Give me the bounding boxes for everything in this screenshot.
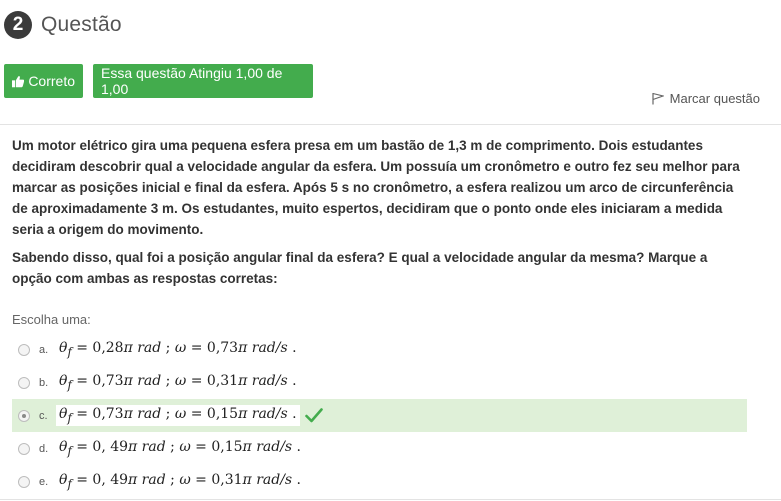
question-header xyxy=(4,11,122,39)
omega-value: 0,15 xyxy=(206,406,239,423)
theta-value: 0, 49 xyxy=(92,439,129,456)
answer-option-c[interactable] xyxy=(12,399,747,432)
answer-option-a[interactable] xyxy=(12,333,747,366)
answer-letter: d. xyxy=(39,442,49,455)
question-paragraph: Um motor elétrico gira uma pequena esfera presa em um bastão de 1,3 m de comprimento. Dois estudantes decidiram descobrir qual a velocidade angular da esfera. Um possuía um cronômetro e outro fez seu melhor para marcar as posições inicial e final da esfera. Após 5 s no cronômetro, a esfera realizou um arco de circunferência de aproximadamente 3 m. Os estudantes, muito espertos, decidiram que o ponto onde eles iniciaram a medida seria a origem do movimento. xyxy=(12,138,740,237)
theta-value: 0,28 xyxy=(92,340,124,357)
answer-formula: $\theta_f = 0,73\pi$ rad ; ω = 0,15π rad/s . xyxy=(56,405,300,426)
theta-value: 0,73 xyxy=(92,406,124,423)
flag-question-label[interactable]: Marcar questão xyxy=(669,91,760,106)
answer-formula: $\theta_f = 0,73\pi$ rad ; ω = 0,31π rad/s . xyxy=(56,372,300,393)
answer-list xyxy=(12,333,747,498)
radio-button[interactable] xyxy=(18,344,30,356)
flag-question-link[interactable] xyxy=(652,91,760,106)
omega-value: 0,15 xyxy=(211,439,243,456)
divider xyxy=(0,499,781,500)
omega-value: 0,31 xyxy=(206,373,239,390)
flag-icon xyxy=(652,92,664,105)
radio-button-selected[interactable] xyxy=(18,410,30,422)
theta-value: 0,73 xyxy=(92,373,124,390)
answer-option-d[interactable] xyxy=(12,432,747,465)
answer-letter: c. xyxy=(39,409,48,422)
checkmark-icon xyxy=(305,408,323,423)
radio-button[interactable] xyxy=(18,443,30,455)
answer-letter: b. xyxy=(39,376,49,389)
radio-button[interactable] xyxy=(18,377,30,389)
answer-letter: e. xyxy=(39,475,49,488)
correct-status-badge xyxy=(4,64,83,98)
question-number-badge: 2 xyxy=(4,11,32,39)
answer-formula: $\theta_f = 0$, 49π rad ; ω = 0,31π rad/s . xyxy=(56,471,304,492)
correct-status-label: Correto xyxy=(28,73,75,89)
theta-value: 0, 49 xyxy=(92,472,129,489)
answer-option-b[interactable] xyxy=(12,366,747,399)
answer-letter: a. xyxy=(39,343,49,356)
answer-prompt: Escolha uma: xyxy=(12,312,91,327)
answer-formula: $\theta_f = 0$, 49π rad ; ω = 0,15π rad/s . xyxy=(56,438,304,459)
question-text xyxy=(12,135,747,296)
radio-button[interactable] xyxy=(18,476,30,488)
score-badge: Essa questão Atingiu 1,00 de 1,00 xyxy=(93,64,313,98)
omega-value: 0,31 xyxy=(211,472,243,489)
thumbs-up-icon xyxy=(12,74,24,89)
question-title: Questão xyxy=(41,13,122,36)
omega-value: 0,73 xyxy=(206,340,239,357)
question-paragraph: Sabendo disso, qual foi a posição angular final da esfera? E qual a velocidade angular da mesma? Marque a opção com ambas as respostas corretas: xyxy=(12,250,708,286)
divider xyxy=(0,124,781,125)
answer-option-e[interactable] xyxy=(12,465,747,498)
status-row xyxy=(4,64,313,98)
answer-formula: $\theta_f = 0,28\pi$ rad ; ω = 0,73π rad/s . xyxy=(56,339,300,360)
